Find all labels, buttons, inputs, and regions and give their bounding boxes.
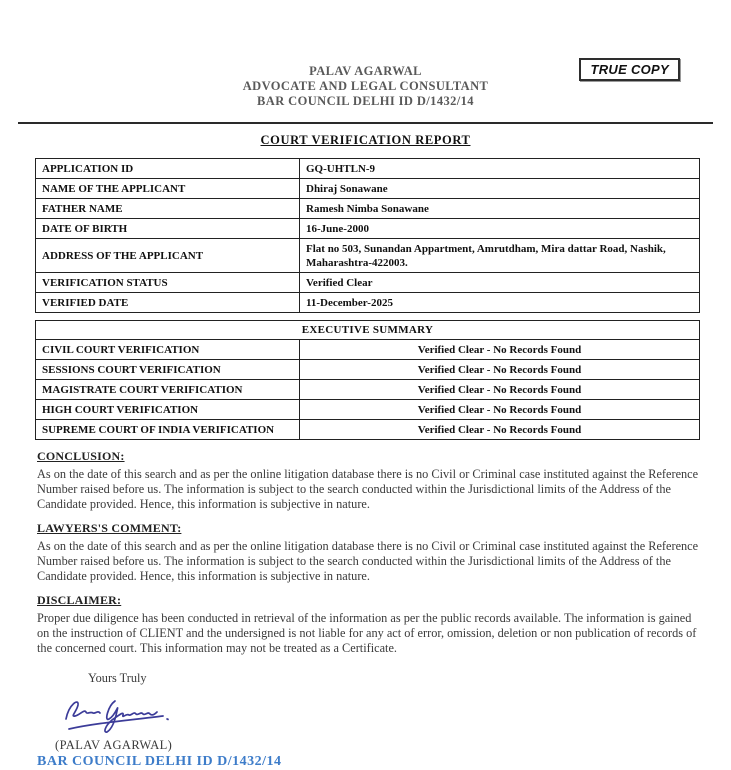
verification-result: Verified Clear - No Records Found: [300, 400, 700, 420]
table-row: [36, 179, 700, 199]
table-row: [36, 380, 700, 400]
signed-name: (PALAV AGARWAL): [55, 738, 173, 752]
detail-label: FATHER NAME: [36, 199, 300, 219]
salutation: Yours Truly: [88, 671, 147, 685]
detail-value: Flat no 503, Sunandan Appartment, Amrutdham, Mira dattar Road, Nashik, Maharashtra-422003.: [300, 239, 700, 273]
detail-label: VERIFICATION STATUS: [36, 273, 300, 293]
executive-summary-heading: EXECUTIVE SUMMARY: [36, 321, 700, 340]
table-row: [36, 340, 700, 360]
true-copy-stamp: TRUE COPY: [579, 58, 680, 81]
disclaimer-body: Proper due diligence has been conducted in retrieval of the information as per the public records available. The information is gained on the instruction of CLIENT and the undersigned is not liable for any act of error, omission, deletion or non publication of records of the concerned court. This information may not be treated as a Certificate.: [37, 611, 697, 655]
conclusion-heading: CONCLUSION:: [37, 449, 125, 463]
verification-label: CIVIL COURT VERIFICATION: [36, 340, 300, 360]
executive-summary-table: [35, 320, 700, 440]
verification-result: Verified Clear - No Records Found: [300, 420, 700, 440]
table-row: [36, 273, 700, 293]
detail-value: 11-December-2025: [300, 293, 700, 313]
verification-result: Verified Clear - No Records Found: [300, 380, 700, 400]
advocate-name: PALAV AGARWAL: [309, 64, 422, 78]
detail-value: Dhiraj Sonawane: [300, 179, 700, 199]
lawyers-comment-heading: LAWYERS'S COMMENT:: [37, 521, 182, 535]
header-divider: [18, 122, 713, 124]
verification-label: MAGISTRATE COURT VERIFICATION: [36, 380, 300, 400]
conclusion-body: As on the date of this search and as per the online litigation database there is no Civil or Criminal case instituted against the Reference Number raised before us. The information is subject to the search conducted within the Jurisdictional limits of the Address of the Candidate provided. Hence, this information is subjective in nature.: [37, 467, 699, 511]
table-row: [36, 293, 700, 313]
disclaimer-heading: DISCLAIMER:: [37, 593, 122, 607]
detail-label: APPLICATION ID: [36, 159, 300, 179]
table-row: [36, 159, 700, 179]
table-row: [36, 400, 700, 420]
table-row: [36, 219, 700, 239]
detail-value: Verified Clear: [300, 273, 700, 293]
verification-label: SESSIONS COURT VERIFICATION: [36, 360, 300, 380]
table-header-row: [36, 321, 700, 340]
verification-result: Verified Clear - No Records Found: [300, 340, 700, 360]
applicant-details-table: [35, 158, 700, 313]
conclusion-section: [37, 449, 705, 512]
page-title: COURT VERIFICATION REPORT: [260, 133, 471, 147]
verification-result: Verified Clear - No Records Found: [300, 360, 700, 380]
signature: [60, 690, 731, 736]
detail-label: VERIFIED DATE: [36, 293, 300, 313]
detail-label: DATE OF BIRTH: [36, 219, 300, 239]
table-row: [36, 199, 700, 219]
letterhead: [0, 0, 731, 109]
detail-label: ADDRESS OF THE APPLICANT: [36, 239, 300, 273]
advocate-designation: ADVOCATE AND LEGAL CONSULTANT: [242, 79, 489, 93]
lawyers-comment-section: [37, 521, 705, 584]
detail-value: GQ-UHTLN-9: [300, 159, 700, 179]
detail-value: Ramesh Nimba Sonawane: [300, 199, 700, 219]
detail-label: NAME OF THE APPLICANT: [36, 179, 300, 199]
detail-value: 16-June-2000: [300, 219, 700, 239]
table-row: [36, 420, 700, 440]
table-row: [36, 239, 700, 273]
verification-label: HIGH COURT VERIFICATION: [36, 400, 300, 420]
disclaimer-section: [37, 593, 705, 656]
bar-council-id-header: BAR COUNCIL DELHI ID D/1432/14: [257, 94, 474, 108]
signature-scribble-icon: [60, 690, 190, 736]
verification-label: SUPREME COURT OF INDIA VERIFICATION: [36, 420, 300, 440]
lawyers-comment-body: As on the date of this search and as per the online litigation database there is no Civil or Criminal case instituted against the Reference Number raised before us. The information is subject to the search conducted within the Jurisdictional limits of the Address of the Candidate provided. Hence, this information is subjective in nature.: [37, 539, 699, 583]
table-row: [36, 360, 700, 380]
bar-council-id-footer: BAR COUNCIL DELHI ID D/1432/14: [37, 754, 282, 769]
